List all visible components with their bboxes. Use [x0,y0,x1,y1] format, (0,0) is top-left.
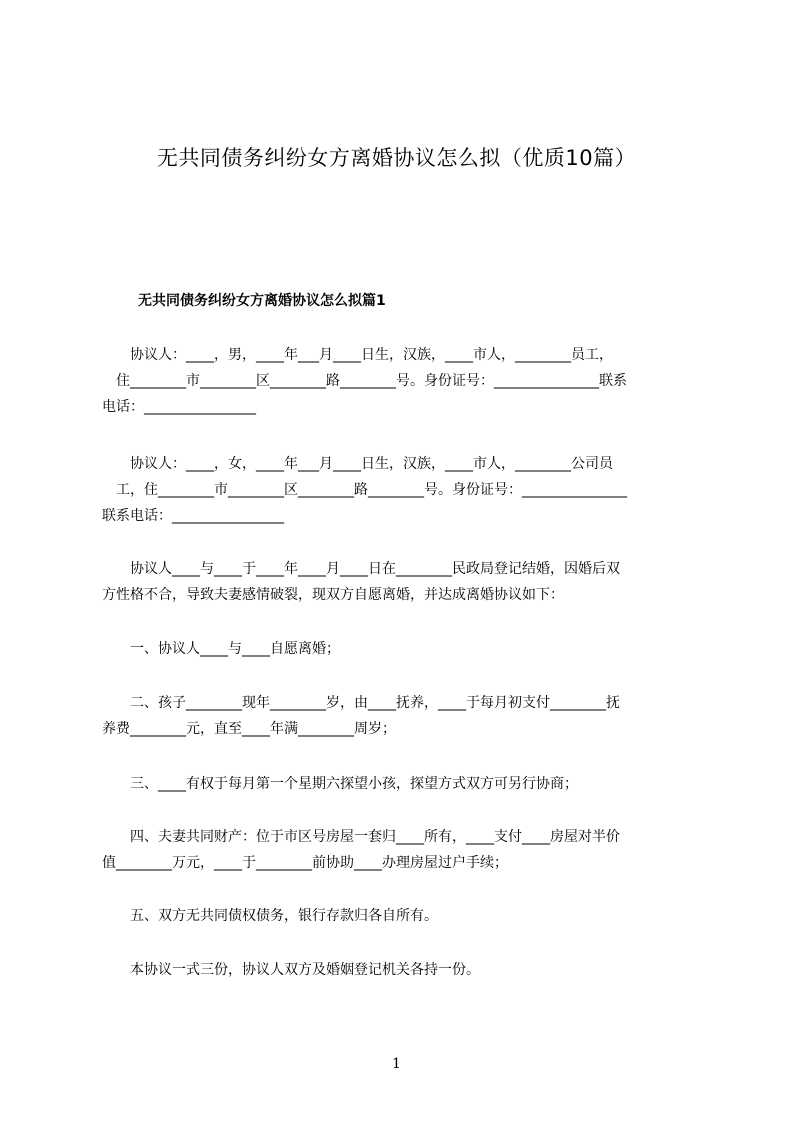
text-line: 二、孩子________现年________岁，由____抚养，____于每月初支付________抚 [102,695,620,711]
clause-2 [102,690,702,742]
paragraph-male-party [102,342,702,420]
text-line: 一、协议人____与____自愿离婚； [102,641,340,657]
text-line: 五、双方无共同债权债务，银行存款归各自所有。 [102,908,438,924]
paragraph-marriage-background [102,556,702,608]
text-line: 工，住________市________区________路________号。身份证号：_______________ [102,482,627,498]
text-line: 住________市________区________路________号。身份证号：_______________联系 [102,373,627,389]
clause-3 [102,771,702,797]
document-title: 无共同债务纠纷女方离婚协议怎么拟（优质10篇） [156,146,637,170]
closing-statement [102,957,702,983]
clause-4 [102,824,702,876]
section-title: 无共同债务纠纷女方离婚协议怎么拟篇1 [138,293,386,309]
text-line: 协议人：____，男，____年___月____日生，汉族，____市人，________员工， [102,347,613,363]
text-line: 养费________元，直至____年满________周岁； [102,721,396,737]
text-line: 值________万元，____于________前协助____办理房屋过户手续； [102,855,508,871]
clause-5 [102,903,702,929]
clause-1 [102,636,702,662]
paragraph-female-party [102,451,702,529]
text-line: 方性格不合，导致夫妻感情破裂，现双方自愿离婚，并达成离婚协议如下： [102,587,564,603]
text-line: 四、夫妻共同财产：位于市区号房屋一套归____所有，____支付____房屋对半价 [102,829,620,845]
text-line: 本协议一式三份，协议人双方及婚姻登记机关各持一份。 [102,962,480,978]
text-line: 联系电话：________________ [102,508,284,524]
text-line: 电话：________________ [102,399,256,415]
text-line: 三、____有权于每月第一个星期六探望小孩，探望方式双方可另行协商； [102,776,578,792]
text-line: 协议人：____，女，____年___月____日生，汉族，____市人，________公司员 [102,456,613,472]
page-number: 1 [392,1056,401,1072]
text-line: 协议人____与____于____年____月____日在________民政局登记结婚，因婚后双 [102,561,620,577]
